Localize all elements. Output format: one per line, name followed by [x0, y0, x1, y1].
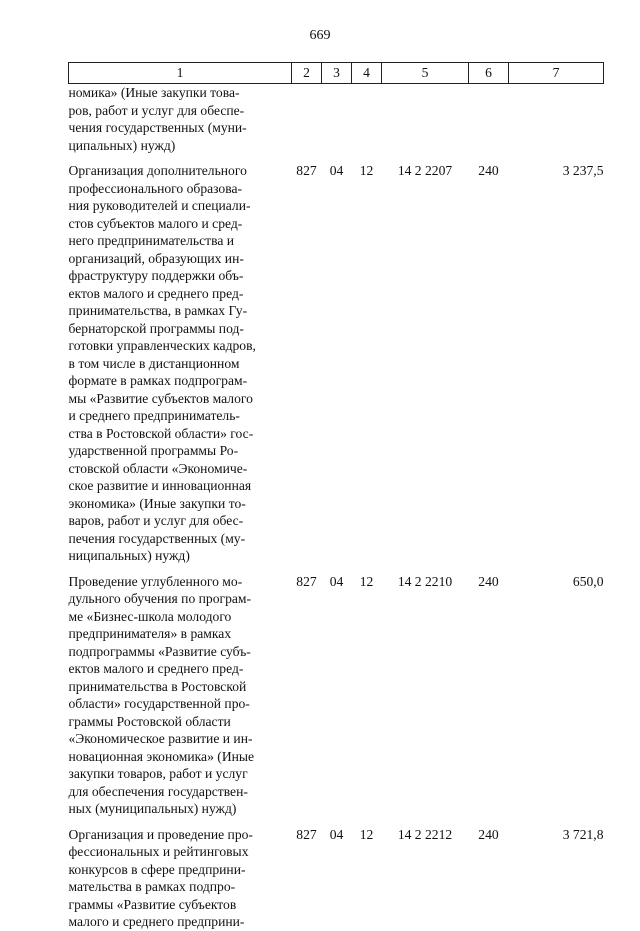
cell-section-code: 04 [329, 573, 344, 589]
cell-subsection-code: 12 [359, 573, 374, 589]
column-header-3: 3 [322, 63, 352, 84]
column-header-4: 4 [352, 63, 382, 84]
cell-target-article: 14 2 2212 [397, 826, 453, 842]
cell-amount: 3 721,8 [562, 826, 604, 842]
table-row [69, 84, 604, 155]
cell-subsection-code: 12 [359, 163, 374, 178]
column-header-7: 7 [509, 63, 604, 84]
cell-section-code [322, 84, 352, 155]
cell-ministry-code: 827 [296, 573, 317, 589]
cell-expense-type [469, 84, 509, 155]
table-row [69, 826, 604, 931]
cell-subsection-code: 12 [359, 826, 374, 842]
cell-ministry-code [292, 84, 322, 155]
column-header-6: 6 [469, 63, 509, 84]
column-header-5: 5 [382, 63, 469, 84]
cell-ministry-code: 827 [296, 826, 317, 842]
row-description: Организация и проведение про- фессиональных и рейтинговых конкурсов в сфере предприни- мательства в рамках подпро- граммы «Развитие субъектов малого и среднего предприни- [68, 826, 253, 929]
row-description: номика» (Иные закупки това- ров, работ и услуг для обеспе- чения государственных (муни- ципальных) нужд) [68, 85, 247, 153]
cell-expense-type: 240 [478, 573, 499, 589]
column-header-2: 2 [292, 63, 322, 84]
row-description: Проведение углубленного мо- дульного обучения по програм- ме «Бизнес-школа молодого предпринимателя» в рамках подпрограммы «Развитие субъ- ектов малого и среднего пред- принимательства в Ростовской области» государственной про- граммы Ростовской области «Экономическое развитие и ин- новационная экономика» (Иные закупки товаров, работ и услуг для обеспечения государствен- ных (муниципальных) нужд) [68, 573, 255, 816]
row-gap [69, 565, 604, 573]
row-description: Организация дополнительного профессионального образова- ния руководителей и специали- стов субъектов малого и сред- него предпринимательства и организаций, образующих ин- фраструктуру поддержки объ- ектов малого и среднего пред- принимательства, в рамках Гу- бернаторской программы под- готовки управленческих кадров, в том числе в дистанционном формате в рамках подпрограм- мы «Развитие субъектов малого и среднего предприниматель- ства в Ростовской области» гос- ударственной программы Ро- стовской области «Экономиче- ское развитие и инновационная экономика» (Иные закупки то- варов, работ и услуг для обес- печения государственных (му- ниципальных) нужд) [68, 163, 256, 563]
page-number: 669 [309, 28, 331, 43]
cell-section-code: 04 [329, 826, 344, 842]
cell-section-code: 04 [329, 163, 344, 178]
column-header-row [69, 63, 604, 84]
table-row [69, 162, 604, 565]
cell-target-article: 14 2 2210 [397, 573, 453, 589]
cell-amount: 3 237,5 [562, 163, 604, 178]
cell-target-article: 14 2 2207 [397, 163, 453, 178]
row-gap [69, 154, 604, 162]
table-row [69, 573, 604, 818]
cell-amount [509, 84, 604, 155]
cell-ministry-code: 827 [296, 163, 317, 178]
column-header-1: 1 [69, 63, 292, 84]
cell-target-article [382, 84, 469, 155]
cell-amount: 650,0 [572, 573, 604, 589]
cell-expense-type: 240 [478, 826, 499, 842]
budget-table [68, 62, 604, 931]
row-gap [69, 818, 604, 826]
cell-expense-type: 240 [478, 163, 499, 178]
cell-subsection-code [352, 84, 382, 155]
